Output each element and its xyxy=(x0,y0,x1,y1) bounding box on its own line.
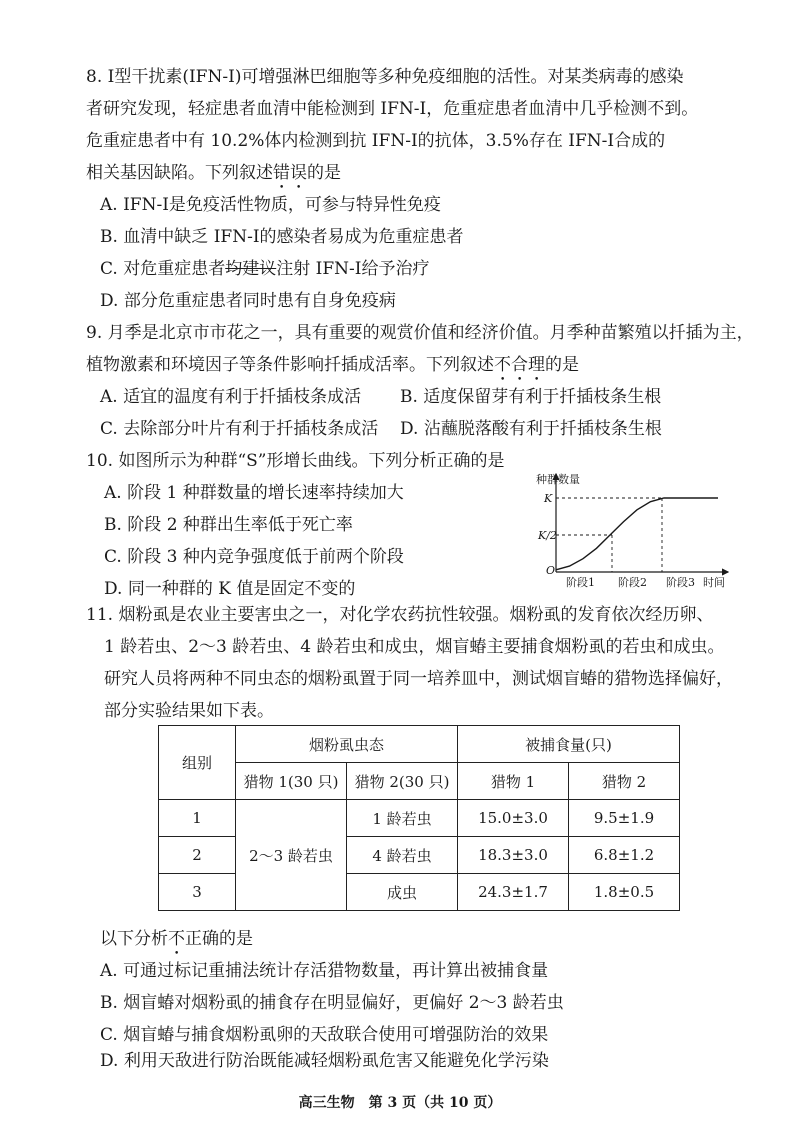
header-eaten2: 猎物 2 xyxy=(569,763,680,800)
table-row xyxy=(159,800,680,837)
cell-eaten1: 24.3±1.7 xyxy=(458,874,569,911)
q10-option-d: D. 同一种群的 K 值是固定不变的 xyxy=(104,579,356,599)
q11-question xyxy=(100,928,253,959)
cell-prey2: 1 龄若虫 xyxy=(347,800,458,837)
q10-option-a: A. 阶段 1 种群数量的增长速率持续加大 xyxy=(104,483,404,503)
tick-label-k-half: K/2 xyxy=(538,529,557,542)
population-growth-chart xyxy=(500,470,730,590)
q8-stem-text: 相关基因缺陷。下列叙述 xyxy=(86,163,273,183)
q8-option-b: B. 血清中缺乏 IFN-Ⅰ的感染者易成为危重症患者 xyxy=(100,227,464,247)
q8-option-c xyxy=(100,258,429,280)
q8-emphasis: 错误 xyxy=(273,163,307,183)
cell-eaten2: 1.8±0.5 xyxy=(569,874,680,911)
q9-emphasis: 不合理 xyxy=(494,355,545,375)
q9-line-2 xyxy=(86,354,579,385)
q10-stem: 10. 如图所示为种群“S”形增长曲线。下列分析正确的是 xyxy=(86,451,505,471)
cell-prey1-shared: 2～3 龄若虫 xyxy=(236,800,347,911)
stage-label-3: 阶段3 xyxy=(666,576,695,589)
cell-group: 3 xyxy=(159,874,236,911)
origin-label: O xyxy=(546,564,556,577)
q8-option-c-struck: 均建议 xyxy=(225,259,277,279)
header-prey1: 猎物 1(30 只) xyxy=(236,763,347,800)
stage-label-1: 阶段1 xyxy=(566,576,595,589)
cell-eaten2: 6.8±1.2 xyxy=(569,837,680,874)
q8-stem-end: 的是 xyxy=(307,163,341,183)
q11-option-b: B. 烟盲蝽对烟粉虱的捕食存在明显偏好，更偏好 2～3 龄若虫 xyxy=(100,993,564,1013)
header-prey2: 猎物 2(30 只) xyxy=(347,763,458,800)
header-group: 组别 xyxy=(159,726,236,800)
q8-option-a: A. IFN-Ⅰ是免疫活性物质，可参与特异性免疫 xyxy=(100,195,441,215)
q8-option-c-text: C. 对危重症患者 xyxy=(100,259,226,279)
tick-label-k: K xyxy=(544,492,553,505)
q11-option-a: A. 可通过标记重捕法统计存活猎物数量，再计算出被捕食量 xyxy=(100,961,549,981)
cell-prey2: 4 龄若虫 xyxy=(347,837,458,874)
q8-line-1: 8. Ⅰ型干扰素(IFN-Ⅰ)可增强淋巴细胞等多种免疫细胞的活性。对某类病毒的感染 xyxy=(86,67,684,87)
q9-option-a: A. 适宜的温度有利于扦插枝条成活 xyxy=(100,387,362,407)
q9-stem-text: 植物激素和环境因子等条件影响扦插成活率。下列叙述 xyxy=(86,355,494,375)
q11-line-3: 研究人员将两种不同虫态的烟粉虱置于同一培养皿中，测试烟盲蝽的猎物选择偏好， xyxy=(104,669,733,689)
y-axis-label: 种群数量 xyxy=(536,473,580,486)
cell-group: 1 xyxy=(159,800,236,837)
cell-eaten1: 15.0±3.0 xyxy=(458,800,569,837)
q10-option-c: C. 阶段 3 种内竞争强度低于前两个阶段 xyxy=(104,547,404,567)
q8-line-2: 者研究发现，轻症患者血清中能检测到 IFN-Ⅰ，危重症患者血清中几乎检测不到。 xyxy=(86,99,699,119)
cell-group: 2 xyxy=(159,837,236,874)
q11-line-1: 11. 烟粉虱是农业主要害虫之一，对化学农药抗性较强。烟粉虱的发育依次经历卵、 xyxy=(86,605,714,625)
q9-line-1: 9. 月季是北京市市花之一，具有重要的观赏价值和经济价值。月季种苗繁殖以扦插为主， xyxy=(86,323,754,343)
q8-line-3: 危重症患者中有 10.2%体内检测到抗 IFN-Ⅰ的抗体，3.5%存在 IFN-Ⅰ合成的 xyxy=(86,131,666,151)
q10-option-b: B. 阶段 2 种群出生率低于死亡率 xyxy=(104,515,353,535)
header-eaten: 被捕食量(只) xyxy=(458,726,680,763)
q8-option-d: D. 部分危重症患者同时患有自身免疫病 xyxy=(100,291,396,311)
q9-option-d: D. 沾蘸脱落酸有利于扦插枝条生根 xyxy=(400,419,662,439)
cell-eaten2: 9.5±1.9 xyxy=(569,800,680,837)
page-footer: 高三生物 第 3 页（共 10 页） xyxy=(298,1095,502,1111)
q11-option-c: C. 烟盲蝽与捕食烟粉虱卵的天敌联合使用可增强防治的效果 xyxy=(100,1025,549,1045)
q11-question-end: 正确的是 xyxy=(185,929,253,949)
q9-option-b: B. 适度保留芽有利于扦插枝条生根 xyxy=(400,387,662,407)
x-axis-label: 时间 xyxy=(703,576,725,589)
q11-option-d: D. 利用天敌进行防治既能减轻烟粉虱危害又能避免化学污染 xyxy=(100,1051,549,1071)
header-stage: 烟粉虱虫态 xyxy=(236,726,458,763)
q9-option-c: C. 去除部分叶片有利于扦插枝条成活 xyxy=(100,419,379,439)
q11-line-4: 部分实验结果如下表。 xyxy=(104,701,274,721)
header-eaten1: 猎物 1 xyxy=(458,763,569,800)
cell-eaten1: 18.3±3.0 xyxy=(458,837,569,874)
q11-line-2: 1 龄若虫、2～3 龄若虫、4 龄若虫和成虫，烟盲蝽主要捕食烟粉虱的若虫和成虫。 xyxy=(104,637,725,657)
q11-question-text: 以下分析 xyxy=(100,929,168,949)
q8-line-4 xyxy=(86,162,341,193)
cell-prey2: 成虫 xyxy=(347,874,458,911)
q8-option-c-end: 注射 IFN-Ⅰ给予治疗 xyxy=(276,259,430,279)
s-growth-curve xyxy=(556,498,718,570)
q11-emphasis: 不 xyxy=(168,929,185,949)
q9-stem-end: 的是 xyxy=(545,355,579,375)
stage-label-2: 阶段2 xyxy=(618,576,647,589)
results-table xyxy=(158,725,680,911)
